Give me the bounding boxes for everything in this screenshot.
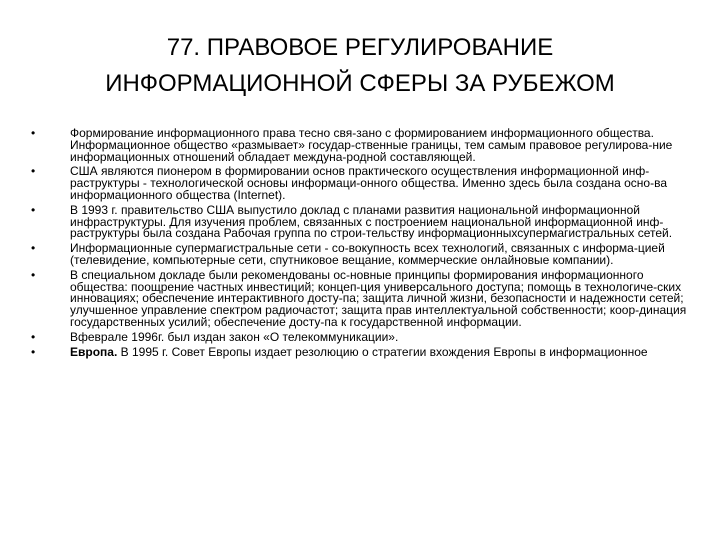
slide-title xyxy=(40,30,680,102)
bullet-text: В 1993 г. правительство США выпустило доклад с планами развития национальной информационной инфраструктуры. Для изучения проблем, связанных с построением национальной информационной инф-раструктуры была создана Рабочая группа по строи-тельству информационныхсупермагистральных сетей. xyxy=(70,202,673,241)
bullet-item-1 xyxy=(0,128,720,163)
bullet-list xyxy=(0,128,720,361)
bullet-icon: • xyxy=(31,329,36,344)
bullet-item-7 xyxy=(0,344,720,359)
bullet-icon: • xyxy=(31,241,36,256)
slide-title-line-1: 77. ПРАВОВОЕ РЕГУЛИРОВАНИЕ xyxy=(166,34,554,61)
bullet-text: США являются пионером в формировании основ практического осуществления информационной инф-раструктуры - технологической основы информаци-онного общества. Именно здесь была создана осно-ва информационного общества (Internet). xyxy=(70,164,667,202)
bullet-text: Информационные супермагистральные сети - со-вокупность всех технологий, связанных с информа-цией (телевидение, компьютерные сети, спутниковое вещание, коммерческие онлайновые компании). xyxy=(70,241,665,267)
slide-title-line-2: ИНФОРМАЦИОННОЙ СФЕРЫ ЗА РУБЕЖОМ xyxy=(105,70,615,97)
bullet-text: Формирование информационного права тесно свя-зано с формированием информационного общества. Информационное общество «размывает» государ-ственные границы, тем самым правовое регулирова-ние информационных отношений обладает междуна-родной составляющей. xyxy=(70,126,673,164)
bullet-lead: Европа. xyxy=(70,344,118,359)
bullet-icon: • xyxy=(31,202,36,217)
bullet-item-5 xyxy=(0,267,720,329)
bullet-text: Вфеврале 1996г. был издан закон «О телекоммуникации». xyxy=(70,329,399,344)
bullet-item-3 xyxy=(0,202,720,241)
bullet-item-4 xyxy=(0,243,720,267)
bullet-icon: • xyxy=(31,126,36,140)
bullet-item-2 xyxy=(0,166,720,201)
bullet-icon: • xyxy=(31,164,36,179)
bullet-text: В специальном докладе были рекомендованы ос-новные принципы формирования информационного общества: поощрение частных инвестиций; концеп-ция универсального доступа; помощь в технологиче-ских инновациях; обеспечение интерактивного досту-па; защита личной жизни, безопасности и надежности сетей; улучшенное управление спектром радиочастот; защита прав интеллектуальной собственности; коор-динация государственных усилий; обеспечение досту-па к государственной информации. xyxy=(70,267,687,329)
bullet-text: В 1995 г. Совет Европы издает резолюцию о стратегии вхождения Европы в информационное xyxy=(117,344,648,359)
bullet-icon: • xyxy=(31,344,36,359)
bullet-item-6 xyxy=(0,329,720,344)
bullet-icon: • xyxy=(31,267,36,282)
